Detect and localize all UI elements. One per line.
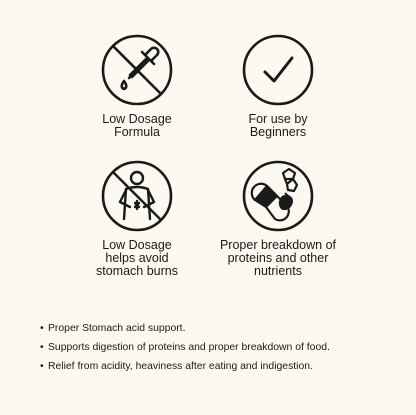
feature-label: Low Dosage Formula [102, 112, 172, 139]
checkmark-icon [241, 33, 315, 107]
bullet-text: Proper Stomach acid support. [48, 323, 186, 334]
list-item [40, 341, 330, 360]
capsule-molecule-icon [241, 159, 315, 233]
list-item [40, 322, 330, 341]
bullet-marker: • [40, 361, 44, 372]
feature-beginners [188, 33, 368, 139]
dropper-crossed-icon [100, 33, 174, 107]
bullet-text: Supports digestion of proteins and proper breakdown of food. [48, 342, 330, 353]
benefits-list [40, 322, 330, 379]
feature-label: For use by Beginners [248, 112, 308, 139]
bullet-marker: • [40, 342, 44, 353]
stomach-pain-crossed-icon [100, 159, 174, 233]
list-item [40, 360, 330, 379]
feature-protein-breakdown [188, 159, 368, 278]
feature-label: Low Dosage helps avoid stomach burns [96, 238, 178, 278]
bullet-text: Relief from acidity, heaviness after eating and indigestion. [48, 361, 313, 372]
bullet-marker: • [40, 323, 44, 334]
feature-label: Proper breakdown of proteins and other nutrients [219, 238, 337, 278]
